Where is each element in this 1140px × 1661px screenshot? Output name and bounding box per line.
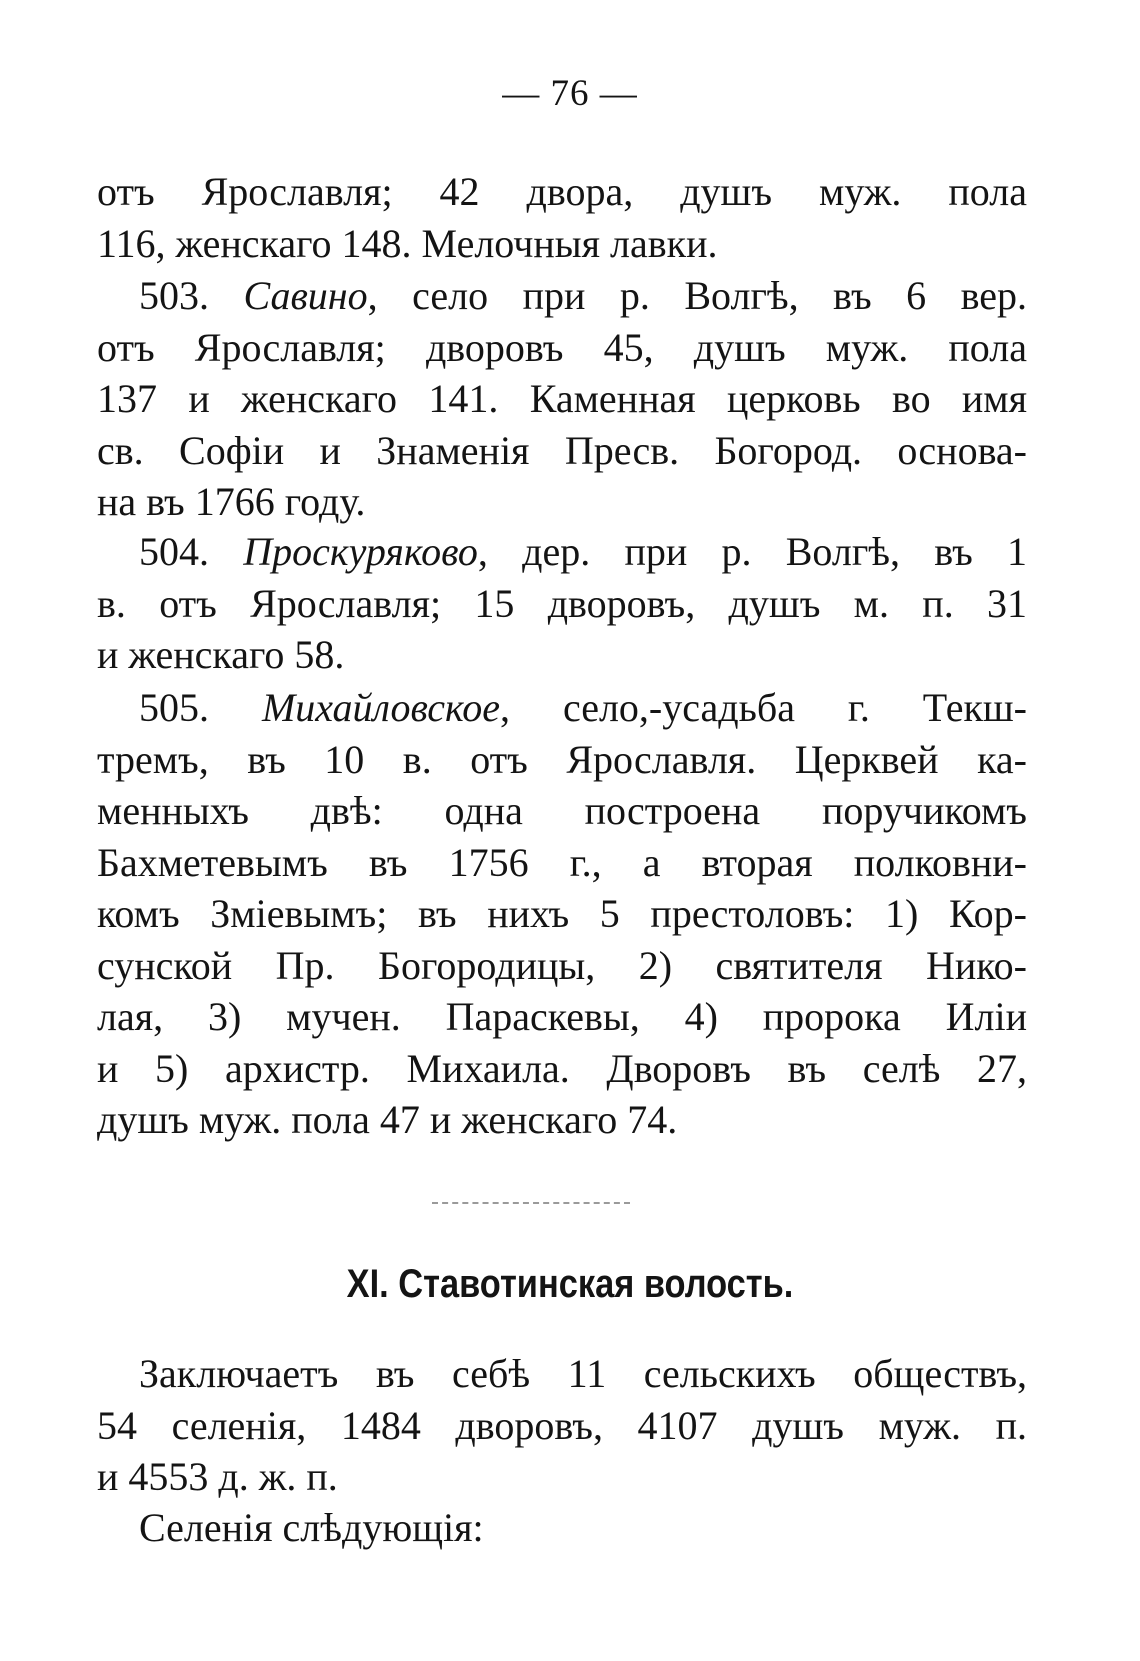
entry-505 [97, 682, 1027, 1146]
text-line: 116, женскаго 148. Мелочныя лавки. [97, 220, 718, 266]
entry-first-line-text: , дер. при р. Волгѣ, въ 1 [477, 529, 1028, 574]
settlements-list-intro [97, 1502, 1027, 1554]
entry-first-line [97, 270, 1027, 322]
text-line: лая, 3) мучен. Параскевы, 4) пророка Иліи [97, 994, 1027, 1039]
text-line: св. Софіи и Знаменія Пресв. Богород. основа- [97, 427, 1027, 473]
text-line: Бахметевымъ въ 1756 г., а вторая полковни- [97, 839, 1027, 885]
entry-first-line-text: , село,-усадьба г. Текш- [500, 685, 1028, 730]
text-line: на въ 1766 году. [97, 479, 366, 524]
text-line: в. отъ Ярославля; 15 дворовъ, душъ м. п. 31 [97, 580, 1027, 626]
page-number: — 76 — [502, 73, 638, 114]
text-line: сунской Пр. Богородицы, 2) святителя Нико- [97, 942, 1027, 988]
text-line: отъ Ярославля; 42 двора, душъ муж. пола [97, 169, 1027, 214]
text-line: 54 селенія, 1484 дворовъ, 4107 душъ муж. п. [97, 1402, 1027, 1448]
text-line: менныхъ двѣ: одна построена поручикомъ [97, 788, 1027, 833]
entry-504 [97, 526, 1027, 681]
text-line: комъ Зміевымъ; въ нихъ 5 престоловъ: 1) Кор- [97, 891, 1027, 936]
entry-number: 505. [139, 685, 209, 730]
section-heading: XI. Ставотинская волость. [346, 1262, 794, 1306]
entry-503 [97, 270, 1027, 528]
continued-entry-text [97, 166, 1027, 269]
text-line: и 4553 д. ж. п. [97, 1454, 338, 1499]
text-line: и женскаго 58. [97, 632, 345, 677]
entry-first-line-text: , село при р. Волгѣ, въ 6 вер. [367, 273, 1027, 318]
place-name: Савино [243, 273, 368, 318]
place-name: Проскуряково [243, 529, 478, 574]
entry-number: 504. [139, 529, 209, 574]
section-summary [97, 1348, 1027, 1503]
text-line: 137 и женскаго 141. Каменная церковь во имя [97, 376, 1027, 421]
text-line: Селенія слѣдующія: [139, 1505, 484, 1550]
text-line: отъ Ярославля; дворовъ 45, душъ муж. пола [97, 324, 1027, 370]
text-line: и 5) архистр. Михаила. Дворовъ въ селѣ 27, [97, 1045, 1027, 1091]
section-divider [432, 1202, 630, 1204]
text-line: Заключаетъ въ себѣ 11 сельскихъ обществъ, [139, 1351, 1027, 1396]
text-line: тремъ, въ 10 в. отъ Ярославля. Церквей ка- [97, 736, 1027, 782]
entry-number: 503. [139, 273, 209, 318]
place-name: Михайловское [261, 685, 500, 730]
entry-first-line [97, 682, 1027, 734]
text-line: душъ муж. пола 47 и женскаго 74. [97, 1097, 678, 1142]
entry-first-line [97, 526, 1027, 578]
